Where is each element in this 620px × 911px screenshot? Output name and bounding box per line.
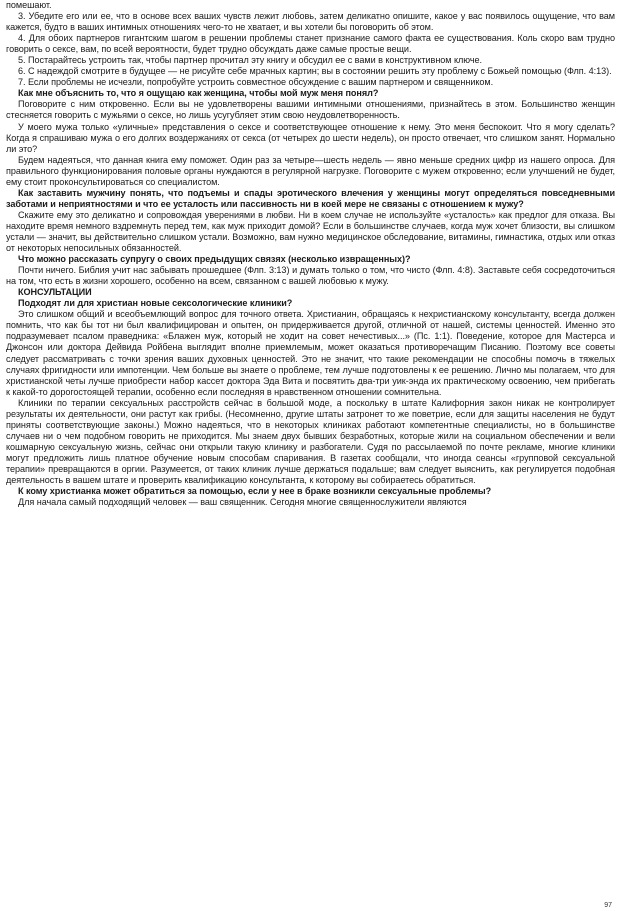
section-heading: КОНСУЛЬТАЦИИ — [18, 287, 92, 298]
answer-paragraph: Для начала самый подходящий человек — ваш священник. Сегодня многие священнослужители являются — [18, 497, 467, 508]
answer-paragraph: Будем надеяться, что данная книга ему поможет. Один раз за четыре—шесть недель — явно меньше средних цифр из нашего опроса. Для правильного функционирования половые органы нуждаются в регулярной нагрузке. Поговорите с мужем откровенно; если улучшений не будет, ему стоит проконсультироваться со специалистом. — [6, 154, 615, 187]
page-number: 97 — [604, 902, 612, 909]
list-item-6: 6. С надеждой смотрите в будущее — не рисуйте себе мрачных картин; вы в состоянии решить эту проблему с Божьей помощью (Флп. 4:13). — [18, 66, 612, 77]
answer-paragraph: Почти ничего. Библия учит нас забывать прошедшее (Флп. 3:13) и думать только о том, что чисто (Флп. 4:8). Заставьте себя сосредоточиться на том, что есть в жизни хорошего, особенно на всем, связанном с вашей любовью к мужу. — [6, 265, 615, 287]
answer-paragraph: Скажите ему это деликатно и сопровождая уверениями в любви. Ни в коем случае не используйте «усталость» как предлог для отказа. Вы находите время немного вздремнуть перед тем, как муж приходит домой? Если в большинстве случаев, когда муж хочет близости, вы слишком устали — значит, вы действительно слишком устали. Возможно, вам нужно медицинское обследование, витамины, гимнастика, отдых или отказ от некоторых непосильных обязанностей. — [6, 209, 615, 254]
question-heading: Подходят ли для христиан новые сексологические клиники? — [18, 298, 293, 309]
list-item-7: 7. Если проблемы не исчезли, попробуйте устроить совместное обсуждение с вашим партнером и священником. — [18, 77, 494, 88]
body-paragraph: Клиники по терапии сексуальных расстройств сейчас в большой моде, а поскольку в штате Калифорния закон никак не контролирует результаты их деятельности, они растут как грибы. (Несомненно, другие штаты затронет то же поветрие, если для защиты населения не будут приняты соответствующие законы.) Можно надеяться, что в некоторых клиниках работают компетентные специалисты, но в большинстве случаев ни о чем подобном говорить не приходится. Мы знаем двух бывших безработных, которые жили на социальном обеспечении и вели кошмарную сексуальную жизнь, сейчас они открыли такую клинику и разбогатели. Судя по рассылаемой по почте рекламе, многие клиники могут предложить лишь платное обучение новым способам спаривания. В газетах сообщали, что иногда сеансы «групповой сексуальной терапии» превращаются в оргии. Разумеется, от таких клиник лучше держаться подальше; вам следует выяснить, как регулируется подобная деятельность в вашем штате и проверить квалификацию консультанта, к которому вы собираетесь обратиться. — [6, 397, 615, 486]
answer-paragraph: Поговорите с ним откровенно. Если вы не удовлетворены вашими интимными отношениями, признайтесь в этом. Большинство женщин стесняется говорить с мужьями о сексе, но лишь усугубляет этим свою неудовлетворенность. — [6, 99, 615, 121]
list-item-5: 5. Постарайтесь устроить так, чтобы партнер прочитал эту книгу и обсудил ее с вами в конструктивном ключе. — [18, 55, 483, 66]
list-item-4: 4. Для обоих партнеров гигантским шагом в решении проблемы станет признание самого факта ее существования. Коль скоро вам трудно говорить о сексе, вам, по всей вероятности, будет трудно обсуждать даже самые простые вещи. — [6, 33, 615, 55]
question-heading: Как мне объяснить то, что я ощущаю как женщина, чтобы мой муж меня понял? — [18, 88, 379, 99]
question-heading: Как заставить мужчину понять, что подъемы и спады эротического влечения у женщины могут определяться повседневными заботами и неприятностями и что ее усталость или пассивность ни в коей мере не связаны с отношением к мужу? — [6, 187, 615, 209]
question-heading: Что можно рассказать супругу о своих предыдущих связях (несколько извращенных)? — [18, 254, 411, 265]
paragraph-continuation: помешают. — [6, 0, 52, 10]
question-heading: К кому христианка может обратиться за помощью, если у нее в браке возникли сексуальные проблемы? — [18, 486, 492, 497]
list-item-3: 3. Убедите его или ее, что в основе всех ваших чувств лежит любовь, затем деликатно опишите, какое у вас появилось ощущение, что вам кажется, будто в ваших интимных отношениях чего-то не хватает, и вы хотели бы поговорить об этом. — [6, 11, 615, 33]
body-paragraph: У моего мужа только «уличные» представления о сексе и соответствующее отношение к нему. Это меня беспокоит. Что я могу сделать? Когда я спрашиваю мужа о его долгих воздержаниях от секса (от четырех до шести недель), он просто отвечает, что слишком занят. Нормально ли это? — [6, 121, 615, 154]
answer-paragraph: Это слишком общий и всеобъемлющий вопрос для точного ответа. Христианин, обращаясь к нехристианскому консультанту, всегда должен помнить, что как бы тот ни был квалифицирован и опытен, он придерживается другой, отличной от нашей, системы ценностей. Именно это подразумевает псалом праведника: «Блажен муж, который не ходит на совет нечестивых...» (Пс. 1:1). Поведение, которое для Мастерса и Джонсон или доктора Дейвида Ройбена выглядит вполне приемлемым, может оказаться противоречащим Писанию. Поэтому все советы следует рассматривать с точки зрения ваших духовных ценностей. Это не значит, что такие рекомендации не способны помочь в тяжелых случаях фригидности или импотенции. Чем больше вы знаете о проблеме, тем лучше подготовлены к ее решению. Лично мы полагаем, что для христианской четы лучше приобрести набор кассет доктора Эда Вита и посвятить два-три уик-энда их практическому освоению, чем прибегать к какой-то дорогостоящей терапии, особенно если последняя в нравственном отношении сомнительна. — [6, 309, 615, 397]
